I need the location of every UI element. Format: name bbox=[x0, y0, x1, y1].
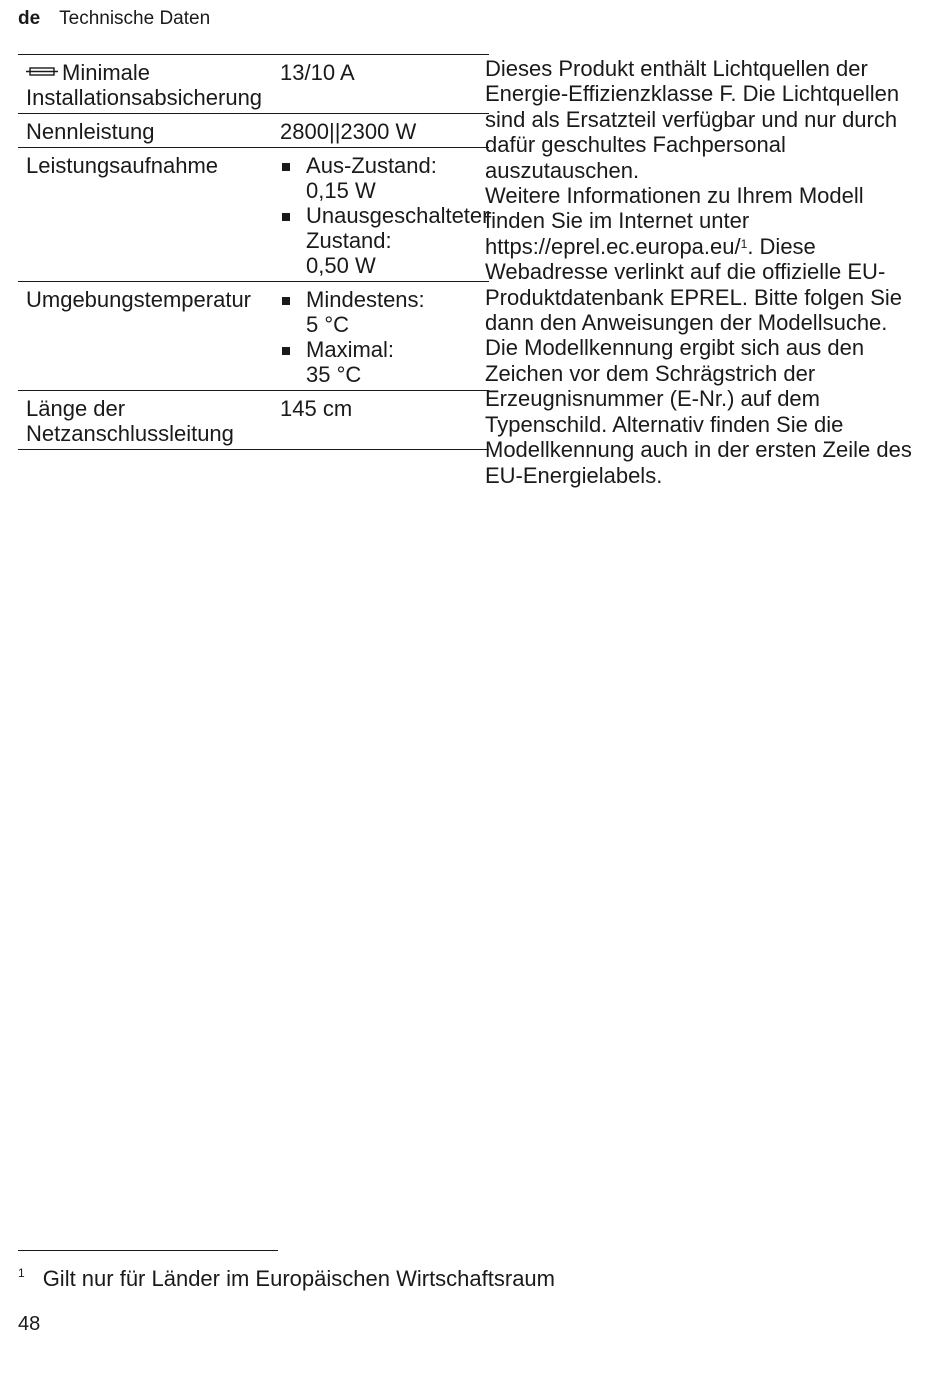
rated-power-value: 2800||2300 W bbox=[280, 119, 417, 144]
standby-value: 0,50 W bbox=[306, 253, 376, 278]
table-row bbox=[18, 55, 489, 114]
max-temp-label: Maximal: bbox=[306, 337, 395, 362]
cord-length-label: Länge der Netzanschlussleitung bbox=[26, 396, 234, 446]
fuse-icon bbox=[26, 67, 58, 76]
page-header bbox=[18, 8, 210, 30]
footnote-text: Gilt nur für Länder im Europäischen Wirtschaftsraum bbox=[42, 1266, 555, 1291]
footnote-reference: 1 bbox=[740, 236, 748, 251]
rated-power-label: Nennleistung bbox=[26, 119, 155, 144]
language-code: de bbox=[18, 8, 41, 29]
ambient-temperature-values bbox=[270, 282, 489, 391]
table-row bbox=[18, 391, 489, 450]
footnote-mark: 1 bbox=[18, 1266, 25, 1280]
cord-length-value: 145 cm bbox=[280, 396, 353, 421]
min-temp-label: Mindestens: bbox=[306, 287, 425, 312]
list-item bbox=[280, 337, 489, 387]
eprel-paragraph bbox=[485, 183, 920, 488]
list-item bbox=[280, 203, 489, 278]
min-fuse-value: 13/10 A bbox=[280, 60, 355, 85]
eprel-intro-text: Weitere Informationen zu Ihrem Modell finden Sie im Internet unter bbox=[485, 183, 864, 234]
power-consumption-label: Leistungsaufnahme bbox=[26, 153, 219, 178]
min-fuse-label: Minimale Installationsabsicherung bbox=[26, 60, 263, 110]
footnote-divider bbox=[18, 1250, 278, 1251]
table-row bbox=[18, 114, 489, 148]
off-mode-label: Aus-Zustand: bbox=[306, 153, 437, 178]
footnote bbox=[18, 1266, 555, 1292]
table-row bbox=[18, 148, 489, 282]
list-item bbox=[280, 287, 489, 337]
ambient-temperature-label: Umgebungstemperatur bbox=[26, 287, 252, 312]
off-mode-value: 0,15 W bbox=[306, 178, 376, 203]
table-row bbox=[18, 282, 489, 391]
section-title: Technische Daten bbox=[59, 8, 211, 29]
standby-label: Unausgeschalteter Zustand: bbox=[306, 203, 490, 253]
light-source-paragraph: Dieses Produkt enthält Lichtquellen der Energie-Effizienzklasse F. Die Lichtquellen sind als Ersatzteil verfügbar und nur durch dafür geschultes Fachpersonal auszutauschen. bbox=[485, 56, 900, 183]
max-temp-value: 35 °C bbox=[306, 362, 362, 387]
eprel-instructions-text: . Diese Webadresse verlinkt auf die offizielle EU-Produktdatenbank EPREL. Bitte folgen Sie dann den Anweisungen der Modellsuche. Die Modellkennung ergibt sich aus den Zeichen vor dem Schrägstrich der Erzeugnisnummer (E-Nr.) auf dem Typenschild. Alternativ finden Sie die Modellkennung auch in der ersten Zeile des EU-Energielabels. bbox=[485, 233, 912, 488]
eprel-info-text bbox=[485, 56, 920, 488]
page-number: 48 bbox=[18, 1313, 41, 1335]
technical-data-table bbox=[18, 54, 489, 450]
eprel-link[interactable]: https://eprel.ec.europa.eu/ bbox=[485, 233, 741, 259]
power-consumption-values bbox=[270, 148, 489, 282]
min-temp-value: 5 °C bbox=[306, 312, 350, 337]
row-label bbox=[18, 55, 270, 114]
list-item bbox=[280, 153, 489, 203]
